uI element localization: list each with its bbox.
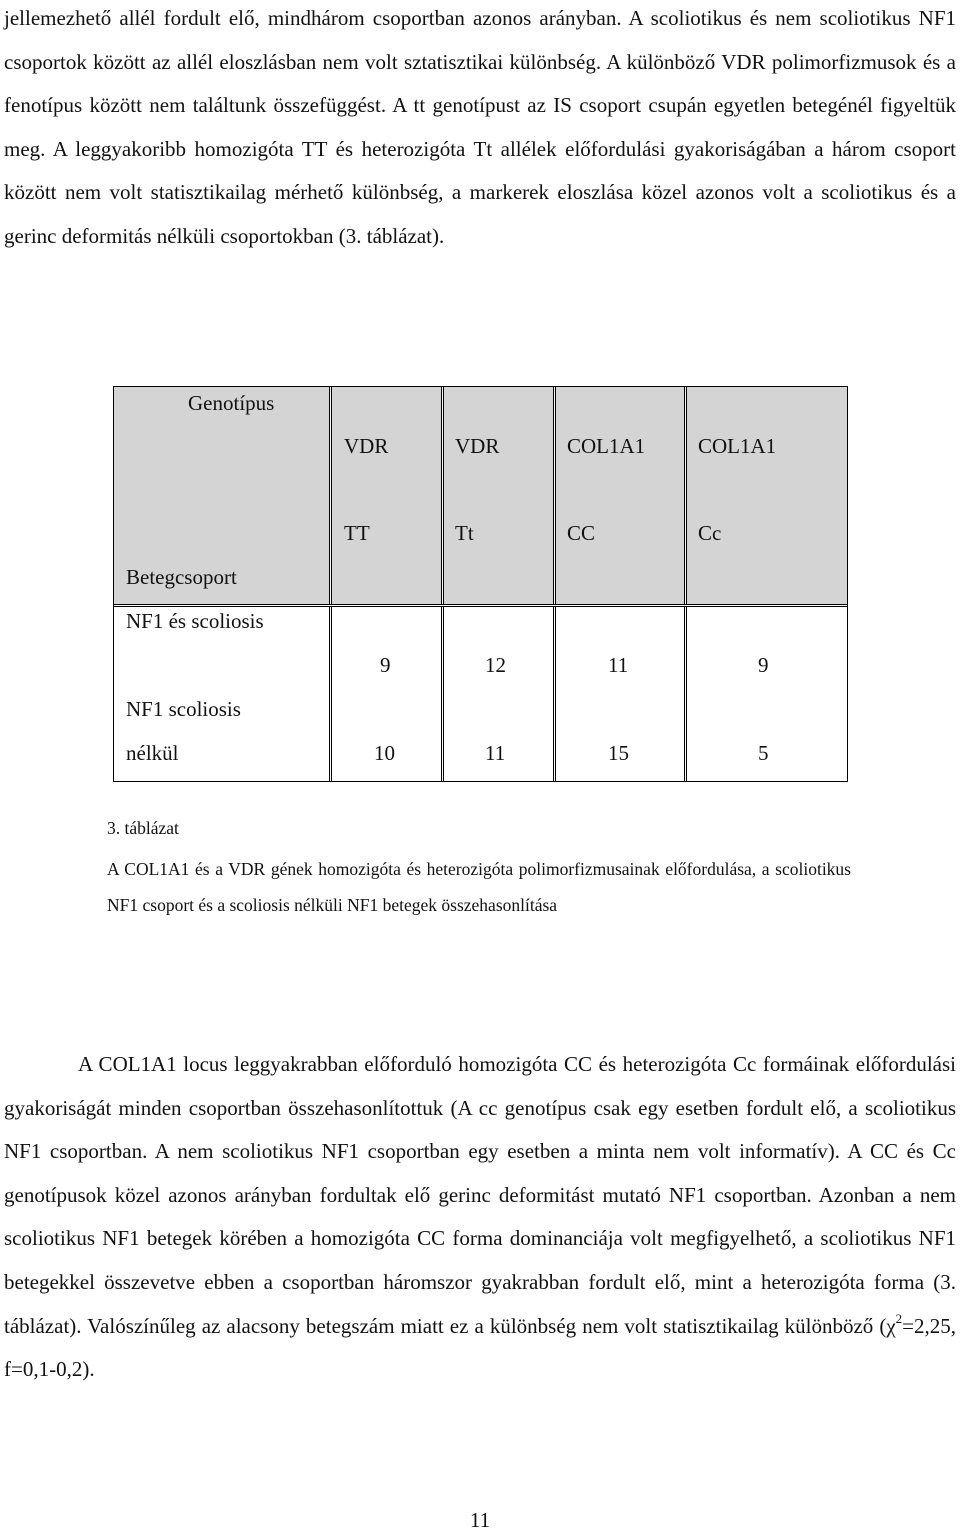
allele-label-1: TT [344, 521, 370, 545]
paragraph-col1a1-text: A COL1A1 locus leggyakrabban előforduló homozigóta CC és heterozigóta Cc formáinak előfordulási gyakoriságát minden csoportban összehasonlítottuk (A cc genotípus csak egy esetben fordult elő, a scoliotikus NF1 csoportban. A nem scoliotikus NF1 csoportban egy esetben a minta nem volt informatív). A CC és Cc genotípusok közel azonos arányban fordultak elő gerinc deformitást mutató NF1 csoportban. Azonban a nem scoliotikus NF1 betegek körében a homozigóta CC forma dominanciája volt megfigyelhető, a scoliotikus NF1 betegekkel összevetve ebben a csoportban háromszor gyakrabban fordult elő, mint a heterozigóta forma (3. táblázat). Valószínűleg az alacsony betegszám miatt ez a különbség nem volt statisztikailag különböző (χ [4, 1052, 956, 1338]
genotype-header: Genotípus [188, 391, 275, 415]
table-cell: 12 [485, 653, 506, 677]
page-number: 11 [469, 1508, 491, 1532]
gene-header-cell-4 [687, 387, 847, 604]
gene-label-2: VDR [455, 434, 500, 458]
header-divider [114, 604, 847, 607]
gene-label-4: COL1A1 [698, 434, 777, 458]
column-divider [329, 387, 332, 781]
table-cell: 9 [758, 653, 769, 677]
chi-square-exponent: 2 [895, 1310, 903, 1326]
allele-label-4: Cc [698, 521, 722, 545]
allele-label-3: CC [567, 521, 596, 545]
column-divider [553, 387, 556, 781]
gene-header-cell-2 [444, 387, 553, 604]
table-cell: 11 [608, 653, 629, 677]
paragraph-col1a1 [4, 1043, 956, 1392]
table-cell: 11 [485, 741, 506, 765]
group-header: Betegcsoport [126, 565, 237, 589]
gene-header-cell-1 [332, 387, 441, 604]
paragraph-intro: jellemezhető allél fordult elő, mindhárom csoportban azonos arányban. A scoliotikus és nem scoliotikus NF1 csoportok között az allél eloszlásban nem volt sztatisztikai különbség. A különböző VDR polimorfizmusok és a fenotípus között nem találtunk összefüggést. A tt genotípust az IS csoport csupán egyetlen betegénél figyeltük meg. A leggyakoribb homozigóta TT és heterozigóta Tt allélek előfordulási gyakoriságában a három csoport között nem volt statisztikailag mérhető különbség, a markerek eloszlása közel azonos volt a scoliotikus és a gerinc deformitás nélküli csoportokban (3. táblázat). [4, 6, 956, 248]
table-caption-title: 3. táblázat [107, 818, 179, 838]
paragraph-col1a1-tail: =2,25, f=0,1-0,2). [4, 1313, 956, 1382]
gene-label-1: VDR [344, 434, 389, 458]
row-label-nf1-scoliosis: NF1 és scoliosis [126, 609, 264, 633]
column-divider [441, 387, 444, 781]
gene-label-3: COL1A1 [567, 434, 646, 458]
table-cell: 10 [374, 741, 395, 765]
table-caption-body: A COL1A1 és a VDR gének homozigóta és heterozigóta polimorfizmusainak előfordulása, a scoliotikus NF1 csoport és a scoliosis nélküli NF1 betegek összehasonlítása [107, 859, 851, 915]
table-cell: 9 [380, 653, 391, 677]
table-cell: 15 [608, 741, 629, 765]
gene-header-cell-3 [556, 387, 684, 604]
row-label-nf1-no-scoliosis-line2: nélkül [126, 741, 179, 765]
genotype-table [113, 386, 848, 782]
row-label-nf1-no-scoliosis-line1: NF1 scoliosis [126, 697, 241, 721]
allele-label-2: Tt [455, 521, 474, 545]
table-cell: 5 [758, 741, 769, 765]
column-divider [684, 387, 687, 781]
